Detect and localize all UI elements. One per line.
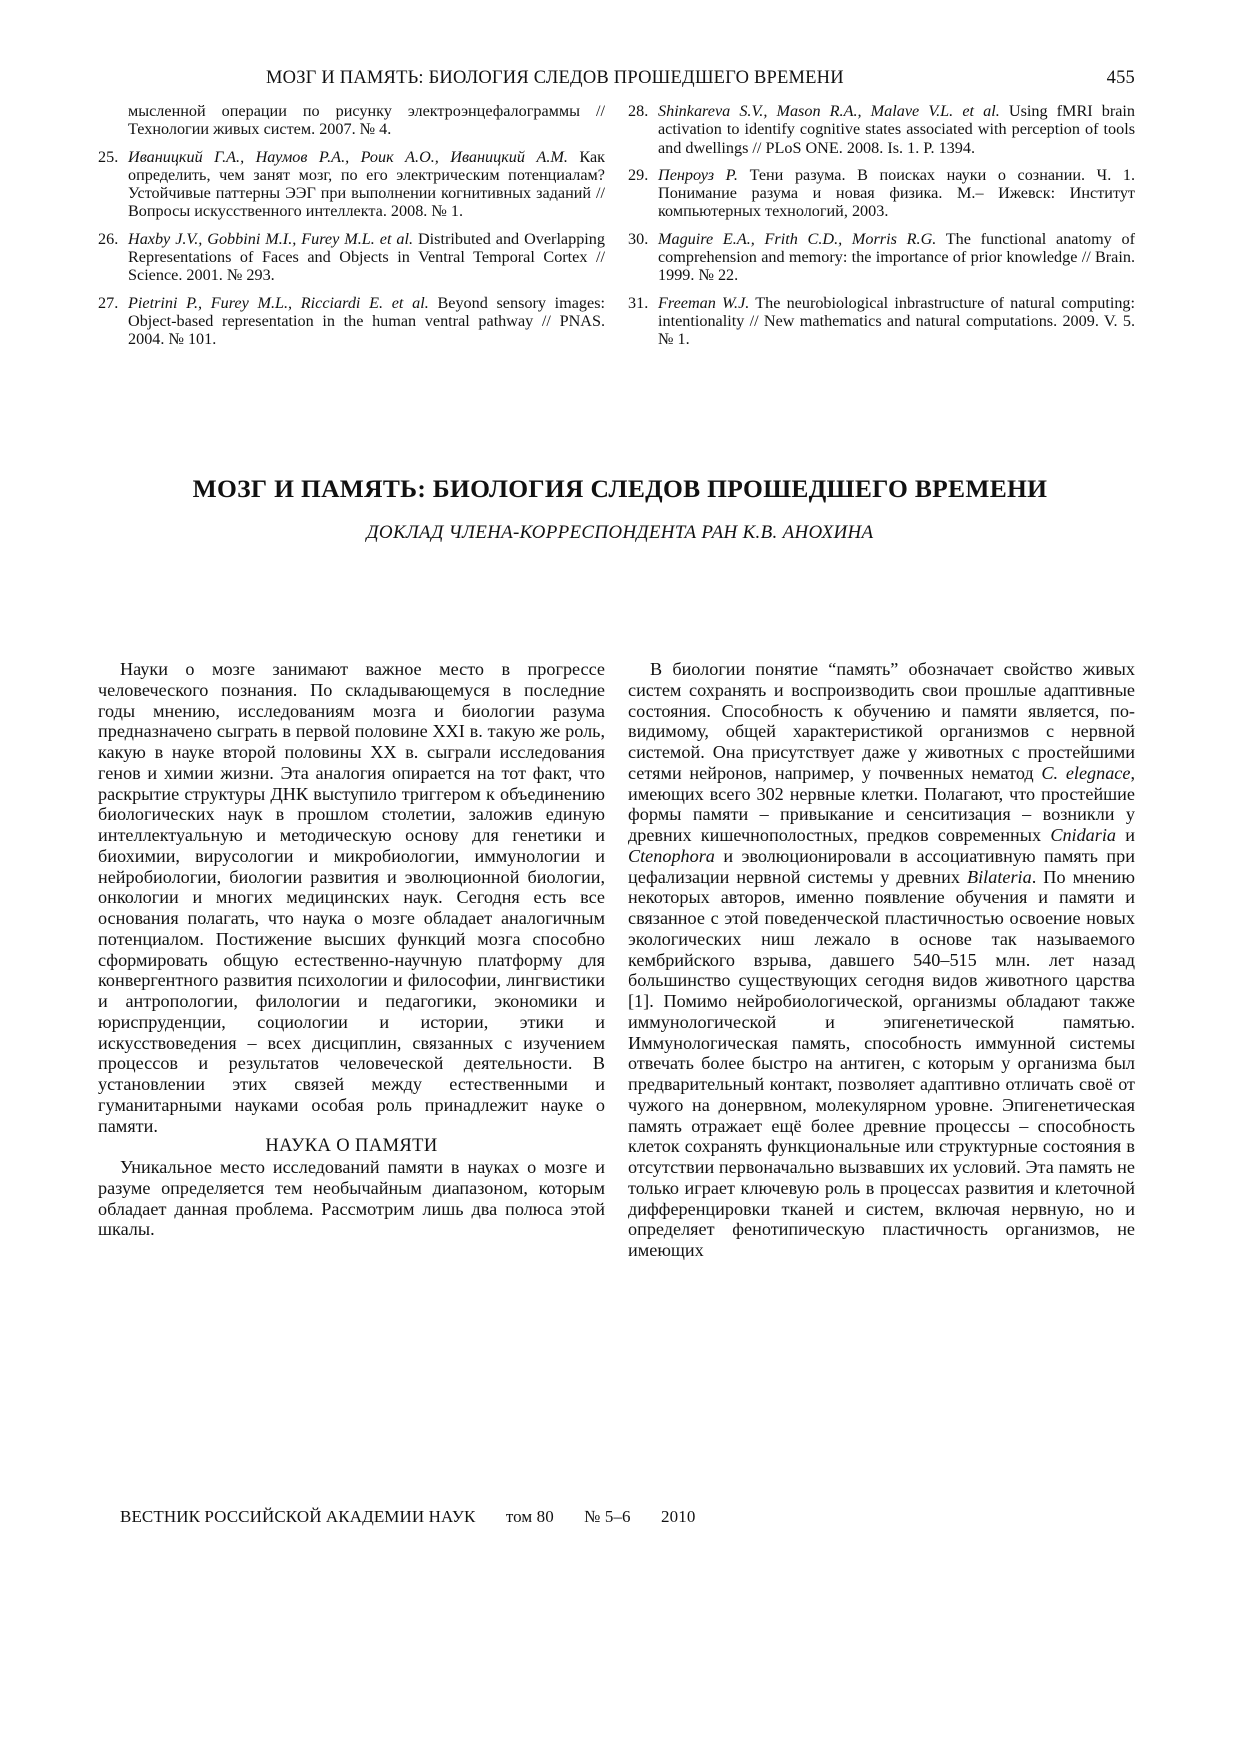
reference-number: 30. — [628, 229, 649, 248]
reference-number: 31. — [628, 293, 649, 312]
reference-authors: Freeman W.J. — [658, 293, 750, 312]
reference-authors: Haxby J.V., Gobbini M.I., Furey M.L. et al. — [128, 229, 414, 248]
memory-definition-paragraph — [628, 659, 1135, 1261]
reference-text: Тени разума. В поисках науки о сознании. Ч. 1. Понимание разума и новая физика. М.– Ижевск: Институт компьютерных технологий, 2003. — [658, 165, 1135, 221]
reference-column-left — [98, 102, 605, 358]
reference-authors: Pietrini P., Furey M.L., Ricciardi E. et al. — [128, 293, 429, 312]
article-title: МОЗГ И ПАМЯТЬ: БИОЛОГИЯ СЛЕДОВ ПРОШЕДШЕГО ВРЕМЕНИ — [192, 474, 1048, 503]
reference-number: 26. — [98, 229, 119, 248]
body-column-left — [98, 659, 605, 1240]
reference-item — [628, 102, 1135, 157]
reference-authors: Maguire E.A., Frith C.D., Morris R.G. — [658, 229, 937, 248]
reference-number: 28. — [628, 102, 649, 120]
reference-text: The neurobiological inbrastructure of natural computing: intentionality // New mathematics and natural computations. 2009. V. 5. № 1. — [658, 293, 1135, 349]
journal-name: ВЕСТНИК РОССИЙСКОЙ АКАДЕМИИ НАУК — [120, 1507, 476, 1526]
intro-paragraph: Науки о мозге занимают важное место в прогрессе человеческого познания. По складывающемуся в последние годы мнению, исследованиям мозга и биологии разума предназначено сыграть в первой половине XXI в. такую же роль, какую в науке второй половины XX в. сыграли исследования генов и химии жизни. Эта аналогия опирается на тот факт, что раскрытие структуры ДНК выступило триггером к объединению биологических наук в прошлом столетии, заложив единую интеллектуальную и методическую основу для генетики и биохимии, вирусологии и микробиологии, иммунологии и нейробиологии, биологии развития и эволюционной биологии, онкологии и многих медицинских наук. Сегодня есть все основания полагать, что наука о мозге обладает аналогичным потенциалом. Постижение высших функций мозга способно сформировать общую естественно-научную платформу для конвергентного развития психологии и философии, лингвистики и антропологии, филологии и педагогики, экономики и юриспруденции, социологии и истории, этики и искусствоведения – всех дисциплин, связанных с изучением процессов и результатов человеческой деятельности. В установлении этих связей между естественными и гуманитарными науками особая роль принадлежит науке о памяти. — [98, 659, 605, 1136]
running-header — [98, 68, 1135, 92]
reference-text: мысленной операции по рисунку электроэнцефалограммы // Технологии живых систем. 2007. № 4. — [128, 102, 605, 139]
reference-authors: Иваницкий Г.А., Наумов Р.А., Роик А.О., Иваницкий А.М. — [128, 147, 568, 166]
reference-text: The functional anatomy of comprehension and memory: the importance of prior knowledge // Brain. 1999. № 22. — [658, 229, 1135, 285]
paragraph-text: , имеющих всего 302 нервные клетки. Полагают, что простейшие формы памяти – привыкание и сенситизация – возникли у древних кишечнополостных, предков современных — [628, 762, 1135, 845]
taxon-name: Bilateria — [967, 866, 1032, 887]
reference-item — [98, 102, 605, 139]
article-subtitle: ДОКЛАД ЧЛЕНА-КОРРЕСПОНДЕНТА РАН К.В. АНОХИНА — [366, 522, 874, 543]
reference-number: 25. — [98, 147, 119, 166]
page-number: 455 — [1106, 68, 1135, 88]
reference-item — [98, 230, 605, 285]
paragraph-text: и — [1116, 825, 1135, 845]
paragraph-text: . По мнению некоторых авторов, именно появление обучения и памяти и связанное с этой поведенческой пластичностью освоение новых экологических ниш лежало в основе так называемого кембрийского взрыва, давшего 540–515 млн. лет назад большинство существующих сегодня видов животного царства [1]. Помимо нейробиологической, организмы обладают также иммунологической и эпигенетической памятью. Иммунологическая память, способность иммунной системы отвечать более быстро на антиген, с которым у организма был предварительный контакт, позволяет адаптивно отличать своё от чужого на донервном, молекулярном уровне. Эпигенетическая память отражает ещё более древние процессы – способность клеток сохранять функциональные или структурные состояния в отсутствии первоначально вызвавших их условий. Эта память не только играет ключевую роль в процессах развития и клеточной дифференцировки тканей и систем, включая нервную, но и определяет фенотипическую пластичность организмов, не имеющих — [628, 866, 1135, 1260]
section-paragraph: Уникальное место исследований памяти в науках о мозге и разуме определяется тем необычайным диапазоном, которым обладает данная проблема. Рассмотрим лишь два полюса этой шкалы. — [98, 1157, 605, 1240]
reference-authors: Shinkareva S.V., Mason R.A., Malave V.L. et al. — [658, 102, 1000, 120]
reference-item — [98, 148, 605, 221]
reference-item — [628, 166, 1135, 221]
species-name: C. elegnace — [1041, 762, 1131, 783]
journal-footer — [120, 1507, 695, 1527]
paragraph-text: и эволюционировали в ассоциативную память при цефализации нервной системы у древних — [628, 845, 1135, 887]
reference-text: Beyond sensory images: Object-based representation in the human ventral pathway // PNAS. 2004. № 101. — [128, 293, 605, 349]
running-header-title: МОЗГ И ПАМЯТЬ: БИОЛОГИЯ СЛЕДОВ ПРОШЕДШЕГО ВРЕМЕНИ — [266, 68, 844, 88]
reference-item — [628, 294, 1135, 349]
journal-volume: том 80 — [505, 1507, 554, 1526]
reference-item — [98, 294, 605, 349]
body-column-right — [628, 659, 1135, 1261]
journal-year: 2010 — [661, 1507, 696, 1526]
reference-column-right — [628, 102, 1135, 358]
paragraph-text: В биологии понятие “память” обозначает свойство живых систем сохранять и воспроизводить свои прошлые адаптивные состояния. Способность к обучению и памяти является, по-видимому, общей характеристикой организмов с нервной системой. Она присутствует даже у животных с простейшими сетями нейронов, например, у почвенных нематод — [628, 659, 1135, 783]
taxon-name: Cnidaria — [1050, 825, 1117, 845]
reference-text: Distributed and Overlapping Representations of Faces and Objects in Ventral Temporal Cortex // Science. 2001. № 293. — [128, 229, 605, 285]
reference-text: Как определить, чем занят мозг, по его электрическим потенциалам? Устойчивые паттерны ЭЭГ при выполнении когнитивных заданий // Вопросы искусственного интеллекта. 2008. № 1. — [128, 147, 605, 221]
reference-number: 27. — [98, 293, 119, 312]
reference-number: 29. — [628, 165, 649, 184]
taxon-name: Ctenophora — [628, 845, 715, 866]
journal-issue: № 5–6 — [584, 1507, 631, 1526]
reference-authors: Пенроуз Р. — [658, 165, 738, 184]
reference-item — [628, 230, 1135, 285]
section-heading: НАУКА О ПАМЯТИ — [265, 1136, 438, 1157]
reference-text: Using fMRI brain activation to identify cognitive states associated with perception of tools and dwellings // PLoS ONE. 2008. Is. 1. P. 1394. — [658, 102, 1135, 157]
